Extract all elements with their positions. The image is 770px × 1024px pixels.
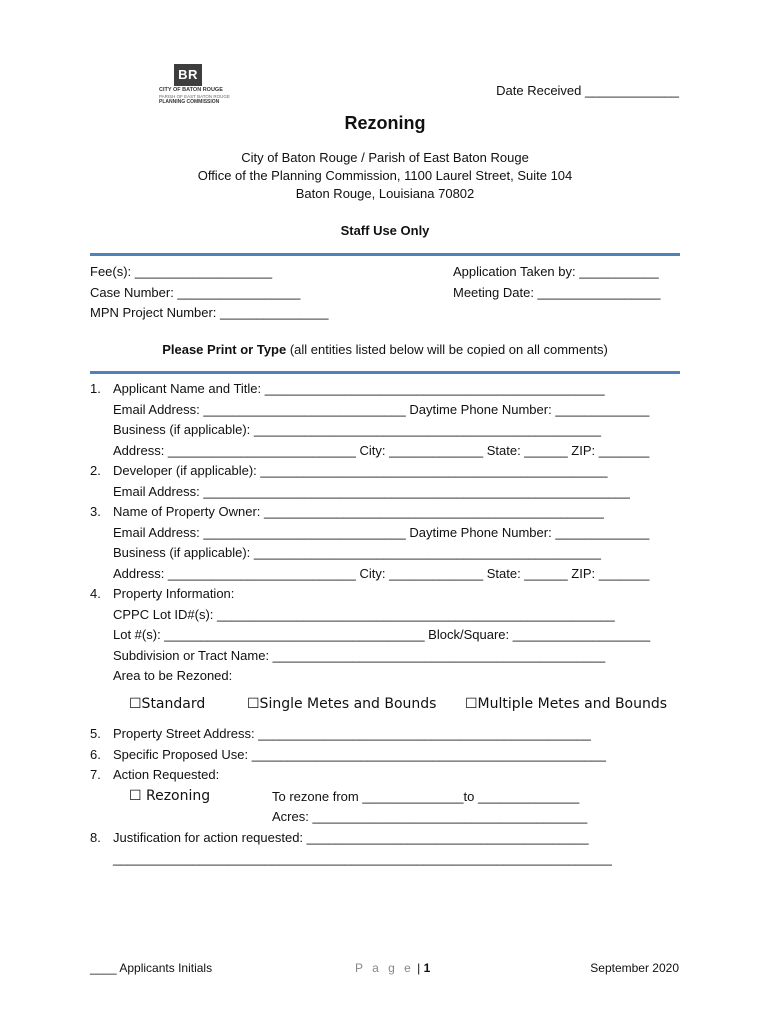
- logo-text-city: CITY OF BATON ROUGE: [159, 87, 223, 93]
- address-line-1: City of Baton Rouge / Parish of East Baton Rouge: [241, 150, 529, 165]
- fees-field[interactable]: Fee(s): ___________________: [90, 264, 273, 279]
- page-number: [355, 961, 430, 975]
- date-received-field[interactable]: Date Received _____________: [496, 83, 679, 98]
- owner-address-field[interactable]: Address: __________________________ City: _____________ State: ______ ZIP: _______: [113, 566, 650, 581]
- logo-text-parish: PARISH OF EAST BATON ROUGE: [159, 94, 230, 99]
- item-number-4: 4.: [90, 586, 101, 601]
- rezoning-checkbox[interactable]: ☐ Rezoning: [129, 788, 211, 804]
- applicant-name-field[interactable]: Applicant Name and Title: _______________________________________________: [113, 381, 605, 396]
- owner-email-phone-field[interactable]: Email Address: ____________________________ Daytime Phone Number: _____________: [113, 525, 650, 540]
- owner-business-field[interactable]: Business (if applicable): ________________________________________________: [113, 545, 601, 560]
- applicant-email-phone-field[interactable]: Email Address: ____________________________ Daytime Phone Number: _____________: [113, 402, 650, 417]
- acres-field[interactable]: Acres: ______________________________________: [272, 809, 588, 824]
- applicant-business-field[interactable]: Business (if applicable): ________________________________________________: [113, 422, 601, 437]
- address-line-3: Baton Rouge, Louisiana 70802: [295, 186, 475, 201]
- developer-email-field[interactable]: Email Address: ___________________________________________________________: [113, 484, 630, 499]
- cppc-lot-id-field[interactable]: CPPC Lot ID#(s): _______________________________________________________: [113, 607, 615, 622]
- item-number-2: 2.: [90, 463, 101, 478]
- page-label: P a g e: [355, 961, 414, 975]
- print-instruction: [0, 342, 770, 357]
- staff-use-heading: Staff Use Only: [340, 223, 430, 238]
- developer-field[interactable]: Developer (if applicable): ________________________________________________: [113, 463, 608, 478]
- mpn-project-number-field[interactable]: MPN Project Number: _______________: [90, 305, 329, 320]
- print-instruction-rest: (all entities listed below will be copied on all comments): [286, 342, 608, 357]
- case-number-field[interactable]: Case Number: _________________: [90, 285, 301, 300]
- applicant-initials-field[interactable]: ____ Applicants Initials: [90, 961, 213, 975]
- multiple-metes-bounds-checkbox[interactable]: ☐Multiple Metes and Bounds: [465, 696, 668, 712]
- meeting-date-field[interactable]: Meeting Date: _________________: [453, 285, 661, 300]
- item-number-3: 3.: [90, 504, 101, 519]
- area-to-be-rezoned-label: Area to be Rezoned:: [113, 668, 233, 683]
- lot-block-field[interactable]: Lot #(s): ____________________________________ Block/Square: ___________________: [113, 627, 651, 642]
- justification-continuation-line[interactable]: _____________________________________________________________________: [113, 851, 612, 866]
- rezone-from-to-field[interactable]: To rezone from ______________to ______________: [272, 789, 580, 804]
- page-number-value: 1: [423, 961, 431, 975]
- page-separator: |: [413, 961, 424, 975]
- revision-date: September 2020: [590, 961, 679, 975]
- owner-name-field[interactable]: Name of Property Owner: _______________________________________________: [113, 504, 604, 519]
- action-requested-label: Action Requested:: [113, 767, 220, 782]
- item-number-7: 7.: [90, 767, 101, 782]
- logo-br-mark: BR: [174, 64, 202, 86]
- subdivision-field[interactable]: Subdivision or Tract Name: ______________________________________________: [113, 648, 606, 663]
- section-divider-top: [90, 253, 680, 256]
- property-information-label: Property Information:: [113, 586, 235, 601]
- item-number-5: 5.: [90, 726, 101, 741]
- application-taken-by-field[interactable]: Application Taken by: ___________: [453, 264, 659, 279]
- item-number-8: 8.: [90, 830, 101, 845]
- page-title: Rezoning: [344, 113, 426, 133]
- single-metes-bounds-checkbox[interactable]: ☐Single Metes and Bounds: [247, 696, 437, 712]
- standard-checkbox[interactable]: ☐Standard: [129, 696, 206, 712]
- item-number-1: 1.: [90, 381, 101, 396]
- print-instruction-bold: Please Print or Type: [162, 342, 287, 357]
- applicant-address-field[interactable]: Address: __________________________ City: _____________ State: ______ ZIP: _______: [113, 443, 650, 458]
- item-number-6: 6.: [90, 747, 101, 762]
- logo-text-commission: PLANNING COMMISSION: [159, 99, 220, 105]
- specific-proposed-use-field[interactable]: Specific Proposed Use: _________________________________________________: [113, 747, 607, 762]
- property-street-address-field[interactable]: Property Street Address: ______________________________________________: [113, 726, 591, 741]
- address-line-2: Office of the Planning Commission, 1100 Laurel Street, Suite 104: [197, 168, 573, 183]
- section-divider-bottom: [90, 371, 680, 374]
- justification-field[interactable]: Justification for action requested: _______________________________________: [113, 830, 589, 845]
